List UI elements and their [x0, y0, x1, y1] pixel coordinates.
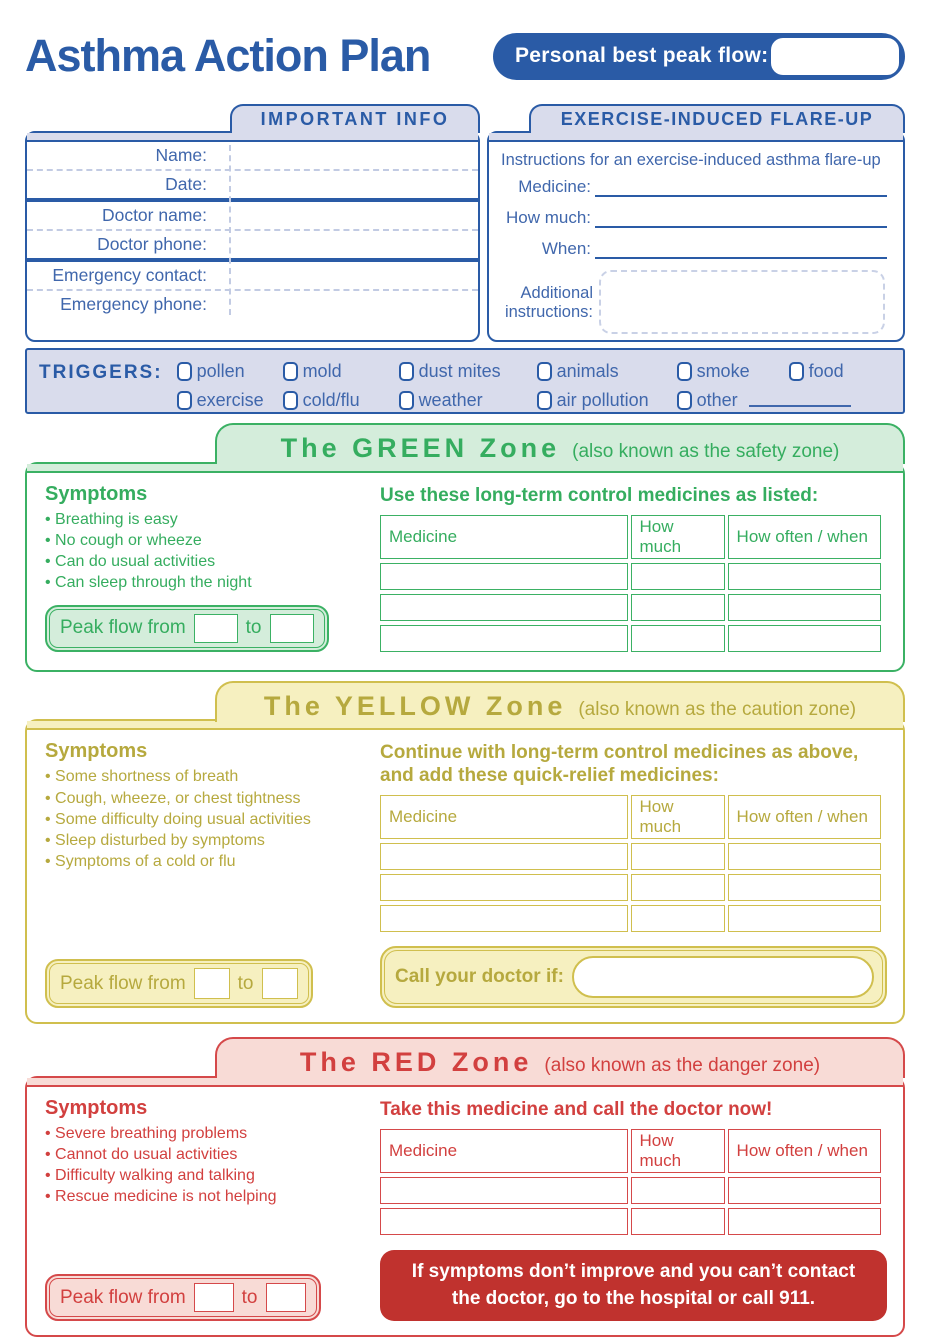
- name-label: Name:: [155, 145, 207, 165]
- exercise-flareup-section: [487, 104, 905, 342]
- symptom-item: • Can do usual activities: [45, 551, 362, 572]
- table-row: [380, 1177, 881, 1204]
- how-much-field-row: [499, 208, 891, 228]
- table-cell[interactable]: [728, 905, 881, 932]
- table-cell[interactable]: [380, 625, 628, 652]
- green-peak-flow-to-label: to: [245, 617, 262, 639]
- green-zone-subtitle: (also known as the safety zone): [572, 441, 840, 462]
- trigger-weather: weather: [399, 388, 537, 412]
- other-checkbox[interactable]: [677, 391, 692, 410]
- important-info-rows: [27, 142, 478, 318]
- column-header-how-often: How often / when: [728, 515, 881, 559]
- red-medicines-heading: Take this medicine and call the doctor now!: [380, 1098, 773, 1120]
- green-zone-section: [25, 423, 905, 672]
- personal-best-peak-flow-label: Personal best peak flow:: [515, 44, 769, 67]
- symptom-item: • Cough, wheeze, or chest tightness: [45, 788, 362, 809]
- emergency-911-banner: If symptoms don’t improve and you can’t contact the doctor, go to the hospital or call 911.: [380, 1250, 887, 1321]
- red-zone-section: [25, 1037, 905, 1337]
- red-zone-tab: [215, 1037, 905, 1078]
- when-field-row: [499, 239, 891, 259]
- column-header-how-much: How much: [631, 795, 725, 839]
- exercise-flareup-band: [489, 133, 903, 142]
- trigger-animals: animals: [537, 359, 677, 383]
- table-cell[interactable]: [728, 1177, 881, 1204]
- column-header-how-often: How often / when: [728, 1129, 881, 1173]
- medicine-input-line[interactable]: [595, 178, 887, 197]
- triggers-label: TRIGGERS:: [39, 362, 163, 383]
- yellow-peak-flow-box: [45, 959, 313, 1008]
- emergency-phone-row: [27, 291, 478, 318]
- table-cell[interactable]: [631, 563, 725, 590]
- yellow-peak-flow-to-input[interactable]: [262, 968, 298, 999]
- red-peak-flow-label: Peak flow from: [60, 1286, 186, 1308]
- table-cell[interactable]: [380, 594, 628, 621]
- doctor-phone-row: [27, 231, 478, 258]
- trigger-dust-mites: dust mites: [399, 359, 537, 383]
- red-peak-flow-to-label: to: [241, 1286, 258, 1308]
- triggers-grid: [177, 359, 851, 412]
- exercise-checkbox[interactable]: [177, 391, 192, 410]
- symptom-item: • Rescue medicine is not helping: [45, 1186, 362, 1207]
- additional-instructions-label: Additional instructions:: [504, 284, 593, 321]
- air-pollution-checkbox[interactable]: [537, 391, 552, 410]
- green-peak-flow-label: Peak flow from: [60, 617, 186, 639]
- table-cell[interactable]: [380, 843, 628, 870]
- yellow-zone-band: [27, 721, 903, 730]
- date-row: [27, 171, 478, 198]
- table-row: [380, 905, 881, 932]
- symptom-item: • Can sleep through the night: [45, 572, 362, 593]
- green-zone-body: [25, 462, 905, 672]
- food-checkbox[interactable]: [789, 362, 804, 381]
- symptom-item: • Some shortness of breath: [45, 766, 362, 787]
- column-header-how-much: How much: [631, 515, 725, 559]
- table-cell[interactable]: [380, 905, 628, 932]
- yellow-zone-subtitle: (also known as the caution zone): [578, 698, 857, 720]
- additional-instructions-row: [499, 270, 891, 334]
- table-cell[interactable]: [728, 563, 881, 590]
- table-cell[interactable]: [631, 843, 725, 870]
- yellow-zone-body: [25, 719, 905, 1024]
- emergency-contact-label: Emergency contact:: [52, 265, 207, 285]
- table-row: [380, 843, 881, 870]
- green-peak-flow-from-input[interactable]: [194, 614, 238, 643]
- triggers-section: [25, 348, 905, 414]
- date-label: Date:: [165, 174, 207, 194]
- table-cell[interactable]: [631, 874, 725, 901]
- red-medicines-table: [377, 1125, 884, 1239]
- personal-best-peak-flow-input[interactable]: [771, 38, 899, 75]
- how-much-label: How much:: [505, 208, 591, 227]
- green-medicines-table: [377, 511, 884, 656]
- column-header-medicine: Medicine: [380, 795, 628, 839]
- trigger-pollen: pollen: [177, 359, 283, 383]
- green-zone-title: The GREEN Zone: [280, 433, 561, 463]
- column-header-how-much: How much: [631, 1129, 725, 1173]
- red-zone-title: The RED Zone: [299, 1047, 533, 1078]
- emergency-contact-row: [27, 262, 478, 289]
- yellow-peak-flow-label: Peak flow from: [60, 972, 186, 994]
- doctor-name-row: [27, 202, 478, 229]
- mold-checkbox[interactable]: [283, 362, 298, 381]
- red-symptoms-heading: Symptoms: [45, 1096, 148, 1119]
- yellow-peak-flow-to-label: to: [237, 972, 254, 994]
- symptom-item: • Sleep disturbed by symptoms: [45, 830, 362, 851]
- trigger-food: food: [789, 359, 851, 383]
- red-peak-flow-to-input[interactable]: [266, 1283, 306, 1312]
- column-header-how-often: How often / when: [728, 795, 881, 839]
- medicine-label: Medicine:: [518, 177, 591, 196]
- important-info-body: [25, 131, 480, 342]
- page-title: Asthma Action Plan: [25, 30, 431, 81]
- yellow-medicines-table: [377, 791, 884, 936]
- yellow-medicines-heading: Continue with long-term control medicines as above, and add these quick-relief medicines:: [380, 742, 859, 786]
- green-zone-band: [27, 464, 903, 473]
- trigger-cold-flu: cold/flu: [283, 388, 399, 412]
- additional-instructions-input[interactable]: [599, 270, 885, 334]
- column-header-medicine: Medicine: [380, 515, 628, 559]
- exercise-intro-text: Instructions for an exercise-induced asthma flare-up: [501, 151, 881, 169]
- when-input-line[interactable]: [595, 240, 887, 259]
- yellow-zone-section: [25, 681, 905, 1024]
- table-cell[interactable]: [380, 874, 628, 901]
- green-zone-tab: [215, 423, 905, 464]
- symptom-item: • Symptoms of a cold or flu: [45, 851, 362, 872]
- table-cell[interactable]: [728, 843, 881, 870]
- red-peak-flow-from-input[interactable]: [194, 1283, 234, 1312]
- symptom-item: • No cough or wheeze: [45, 530, 362, 551]
- yellow-symptoms-list: [45, 766, 362, 872]
- table-row: [380, 563, 881, 590]
- yellow-zone-tab: [215, 681, 905, 722]
- trigger-exercise: exercise: [177, 388, 283, 412]
- table-cell[interactable]: [380, 1177, 628, 1204]
- table-cell[interactable]: [380, 563, 628, 590]
- trigger-mold: mold: [283, 359, 399, 383]
- symptom-item: • Cannot do usual activities: [45, 1144, 362, 1165]
- header: [25, 24, 905, 88]
- table-row: [380, 594, 881, 621]
- dust-mites-checkbox[interactable]: [399, 362, 414, 381]
- info-row: [25, 104, 905, 342]
- red-symptoms-list: [45, 1123, 362, 1207]
- red-zone-body: [25, 1076, 905, 1337]
- table-cell[interactable]: [631, 625, 725, 652]
- how-much-input-line[interactable]: [595, 209, 887, 228]
- important-info-tab: IMPORTANT INFO: [230, 104, 480, 133]
- emergency-phone-label: Emergency phone:: [60, 294, 207, 314]
- red-peak-flow-box: [45, 1274, 321, 1321]
- green-peak-flow-box: [45, 605, 329, 652]
- table-cell[interactable]: [631, 905, 725, 932]
- call-doctor-input[interactable]: [572, 956, 874, 998]
- doctor-name-label: Doctor name:: [101, 205, 207, 225]
- cold-flu-checkbox[interactable]: [283, 391, 298, 410]
- personal-best-peak-flow-pill: [493, 33, 905, 80]
- table-cell[interactable]: [728, 625, 881, 652]
- table-cell[interactable]: [631, 1177, 725, 1204]
- name-row: [27, 142, 478, 169]
- call-doctor-box: [380, 946, 887, 1008]
- exercise-flareup-body: [487, 131, 905, 342]
- when-label: When:: [541, 239, 591, 258]
- green-symptoms-list: [45, 509, 362, 593]
- medicine-field-row: [499, 177, 891, 197]
- table-cell[interactable]: [728, 1208, 881, 1235]
- table-cell[interactable]: [631, 1208, 725, 1235]
- trigger-air-pollution: air pollution: [537, 388, 677, 412]
- smoke-checkbox[interactable]: [677, 362, 692, 381]
- trigger-smoke: smoke: [677, 359, 789, 383]
- table-row: [380, 625, 881, 652]
- table-cell[interactable]: [380, 1208, 628, 1235]
- symptom-item: • Breathing is easy: [45, 509, 362, 530]
- trigger-other: other: [677, 388, 851, 412]
- call-doctor-label: Call your doctor if:: [395, 966, 564, 988]
- exercise-flareup-tab: EXERCISE-INDUCED FLARE-UP: [529, 104, 905, 133]
- column-header-medicine: Medicine: [380, 1129, 628, 1173]
- animals-checkbox[interactable]: [537, 362, 552, 381]
- yellow-zone-title: The YELLOW Zone: [263, 690, 567, 721]
- other-input-line[interactable]: [749, 393, 851, 407]
- green-peak-flow-to-input[interactable]: [270, 614, 314, 643]
- table-row: [380, 1208, 881, 1235]
- table-cell[interactable]: [631, 594, 725, 621]
- symptom-item: • Severe breathing problems: [45, 1123, 362, 1144]
- red-zone-subtitle: (also known as the danger zone): [544, 1055, 821, 1077]
- pollen-checkbox[interactable]: [177, 362, 192, 381]
- table-cell[interactable]: [728, 874, 881, 901]
- green-symptoms-heading: Symptoms: [45, 482, 148, 505]
- weather-checkbox[interactable]: [399, 391, 414, 410]
- important-info-section: [25, 104, 480, 342]
- important-info-band: [27, 133, 478, 142]
- red-zone-band: [27, 1078, 903, 1087]
- table-cell[interactable]: [728, 594, 881, 621]
- green-medicines-heading: Use these long-term control medicines as listed:: [380, 484, 819, 506]
- table-row: [380, 874, 881, 901]
- yellow-peak-flow-from-input[interactable]: [194, 968, 230, 999]
- symptom-item: • Some difficulty doing usual activities: [45, 809, 362, 830]
- symptom-item: • Difficulty walking and talking: [45, 1165, 362, 1186]
- doctor-phone-label: Doctor phone:: [97, 234, 207, 254]
- yellow-symptoms-heading: Symptoms: [45, 740, 148, 763]
